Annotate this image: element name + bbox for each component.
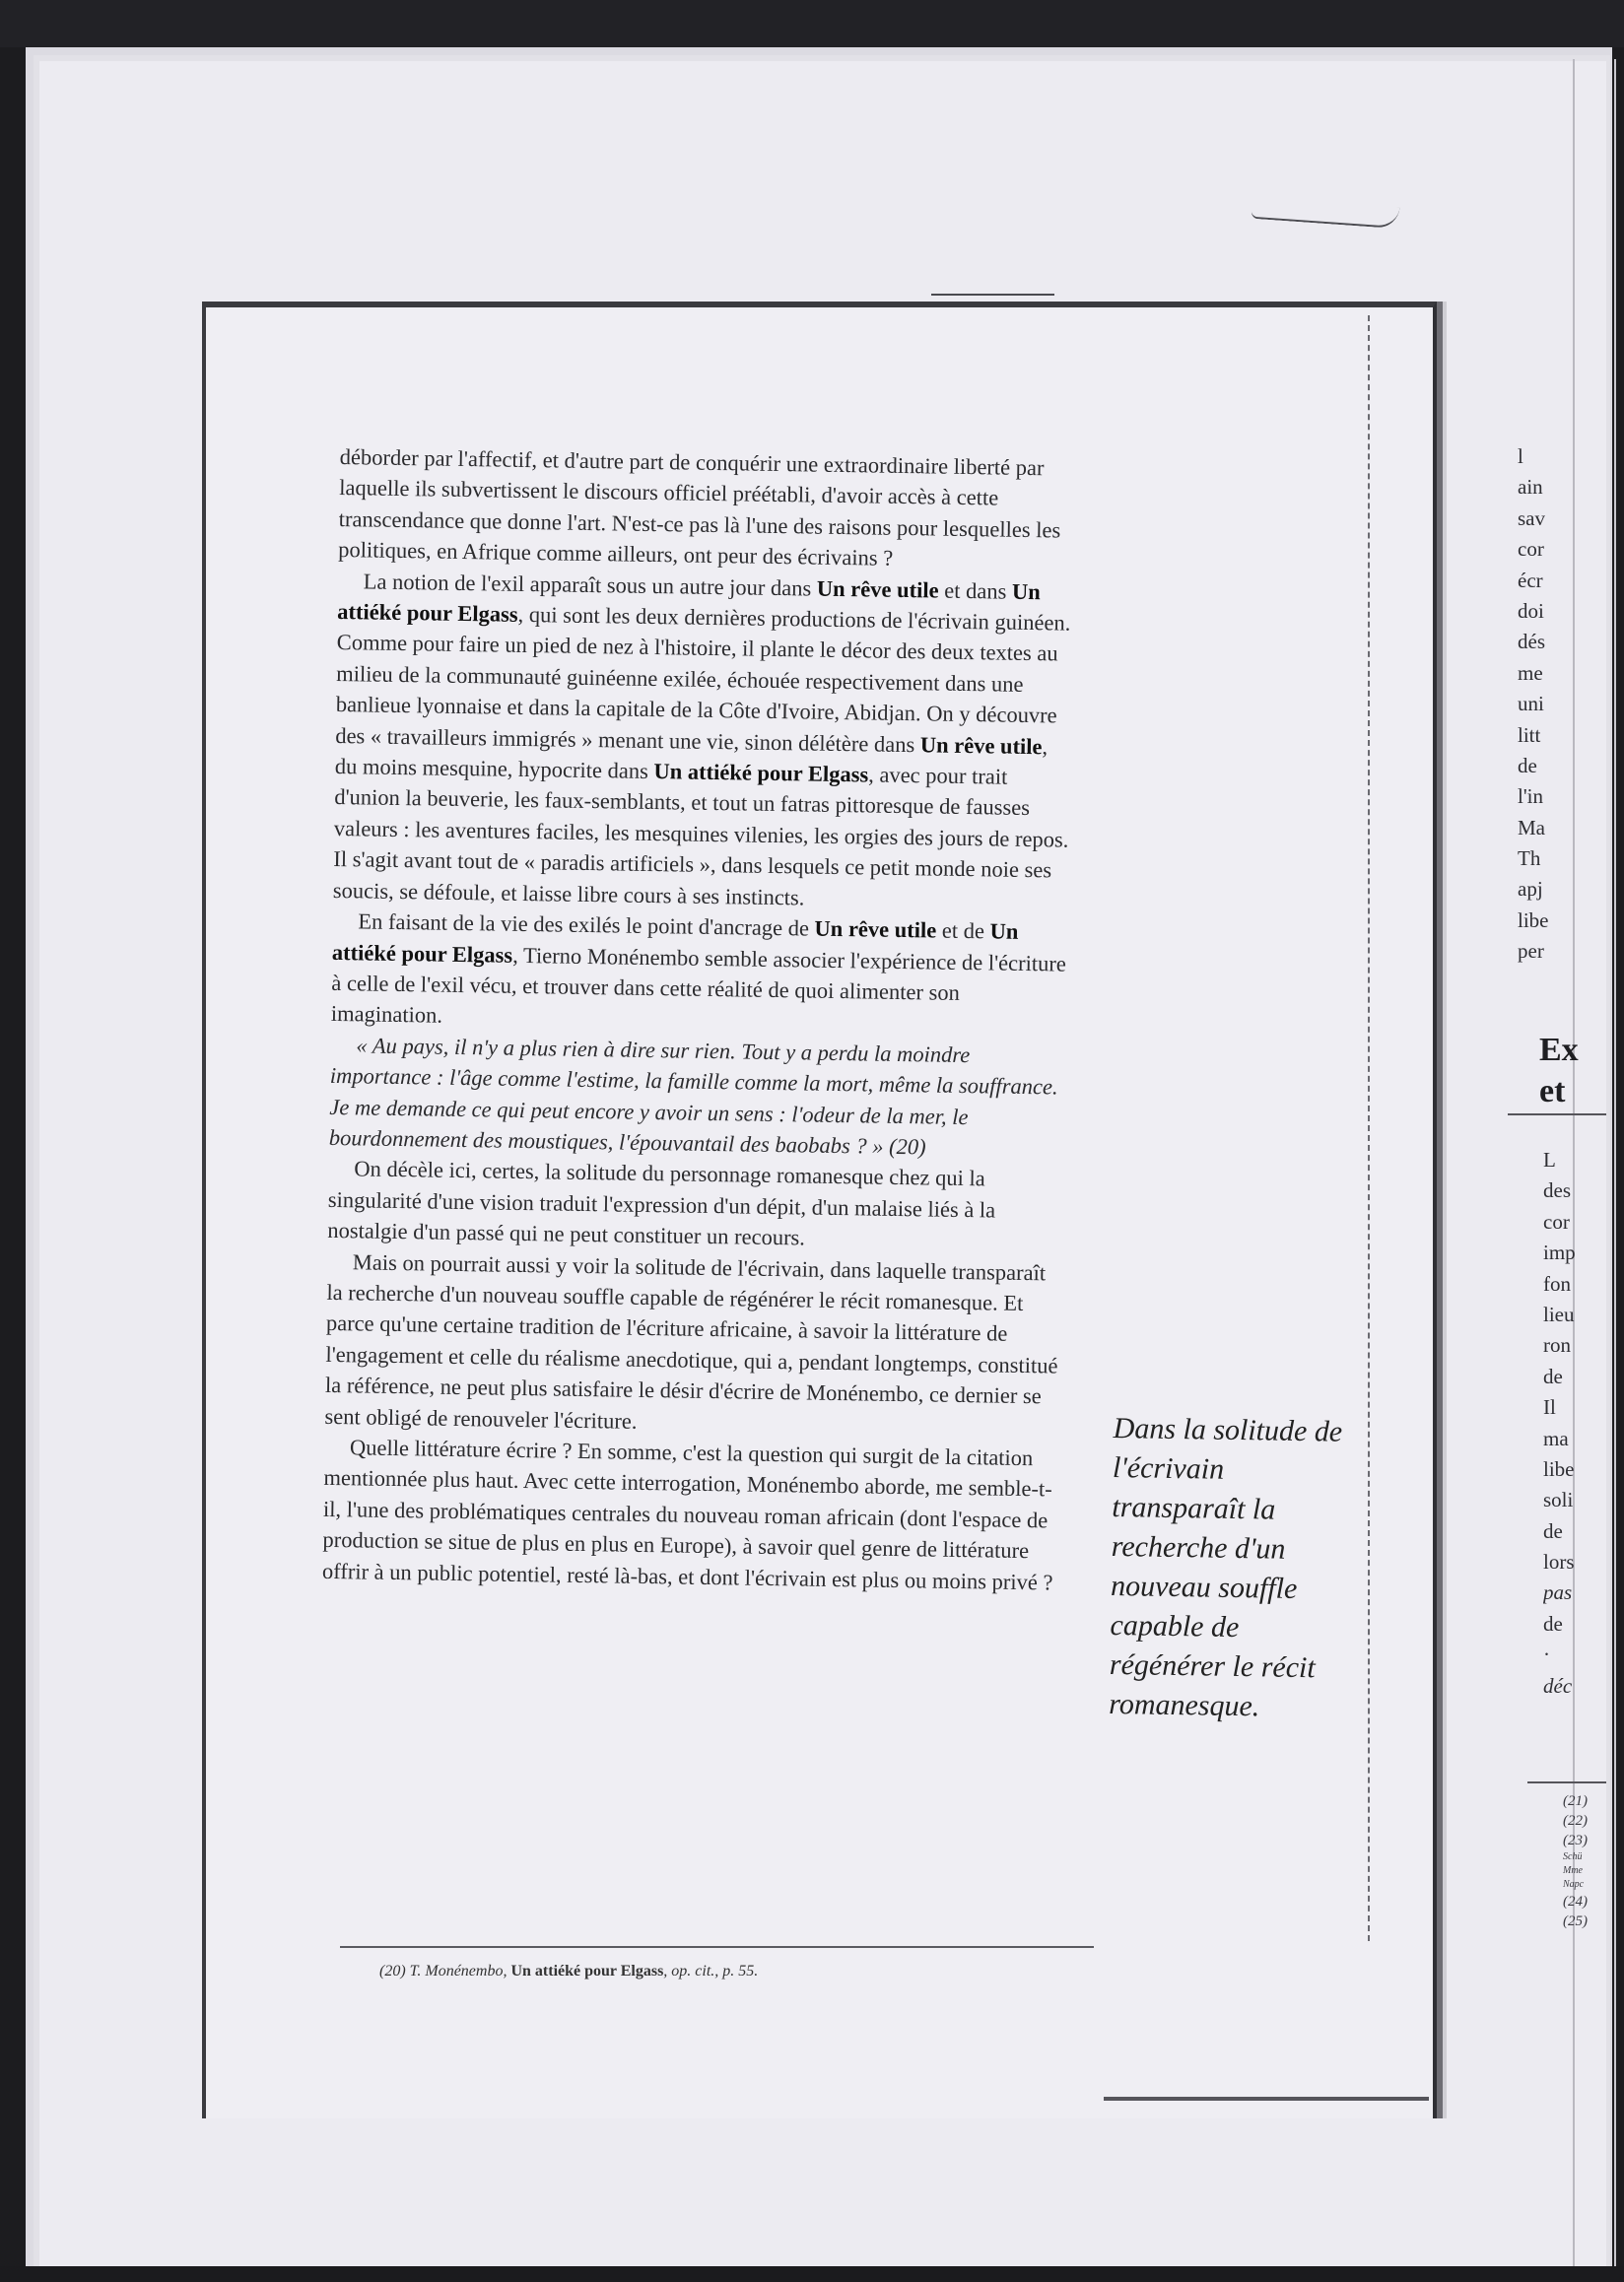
right-page-line: ma (1543, 1426, 1569, 1450)
book-title: Un rêve utile (919, 731, 1043, 759)
text-run: et dans (938, 577, 1013, 604)
right-page-line: (23) (1563, 1833, 1588, 1848)
right-page-line: pas (1543, 1580, 1573, 1605)
top-rule-fragment (931, 294, 1054, 296)
right-page-line: litt (1518, 722, 1541, 747)
right-page-line: cor (1518, 537, 1544, 562)
right-page-line: me (1518, 660, 1543, 685)
text-run: En faisant de la vie des exilés le point d'ancrage de (358, 908, 815, 941)
right-page-heading (1539, 1030, 1608, 1112)
paragraph-2 (333, 566, 1077, 917)
right-page-line: et (1539, 1073, 1566, 1109)
right-page-line: apj (1518, 877, 1543, 902)
paragraph-3 (331, 906, 1072, 1040)
right-page-line: uni (1518, 692, 1544, 716)
right-page-line: sav (1518, 505, 1545, 530)
footnote-20 (379, 1963, 758, 1980)
book-title: Un attiéké pour Elgass (331, 918, 1019, 968)
right-page-line: soli (1543, 1488, 1574, 1512)
right-page-line: l'in (1518, 784, 1543, 809)
top-shadow (0, 0, 1624, 47)
bottom-shadow (0, 2266, 1624, 2282)
right-page-line: l (1518, 444, 1523, 468)
text-run: déborder par l'affectif, et d'autre part de conquérir une extraordinaire liberté par laquelle ils subvertissent le discours officiel préétabli, d'avoir accès à cette transcendance que donne l'art. N'est-ce pas là l'une des raisons pour lesquelles les politiques, en Afrique comme ailleurs, ont peur des écrivains ? (338, 443, 1061, 571)
text-run: Mais on pourrait aussi y voir la solitude de l'écrivain, dans laquelle transparaît la recherche d'un nouveau souffle capable de régénérer le récit romanesque. Et parce qu'une certaine tradition de l'écriture africaine, à savoir la littérature de l'engagement et celle du réalisme anecdotique, qui a, pendant longtemps, constitué la référence, ne peut plus satisfaire le désir d'écrire de Monénembo, ce dernier se sent obligé de renouveler l'écriture. (324, 1248, 1058, 1434)
footnote-suffix: , op. cit., p. 55. (663, 1963, 759, 1980)
pull-quote: Dans la solitude de l'écrivain transparaît la recherche d'un nouveau souffle capable de régénérer le récit romanesque. (1109, 1411, 1343, 1723)
right-page-line: · (1543, 1643, 1550, 1667)
right-page-line: Th (1518, 846, 1541, 871)
gutter-dashes (1368, 315, 1370, 1941)
paragraph-1 (338, 441, 1079, 576)
text-run: , Tierno Monénembo semble associer l'expérience de l'écriture à celle de l'exil vécu, et trouver dans cette réalité de quoi alimenter son imagination. (330, 942, 1067, 1029)
text-run: , du moins mesquine, hypocrite dans (334, 733, 1049, 784)
right-page-line: fon (1543, 1271, 1571, 1296)
right-page-line: Schü (1563, 1851, 1583, 1862)
right-page-line: (22) (1563, 1813, 1588, 1829)
right-page-line: doi (1518, 598, 1544, 623)
right-page-line: ain (1518, 475, 1543, 500)
footnote-prefix: (20) T. Monénembo, (379, 1963, 511, 1980)
right-heading-rule (1508, 1113, 1606, 1115)
paragraph-7 (322, 1432, 1063, 1598)
right-page-line: de (1543, 1364, 1563, 1388)
book-bottom-edge (1104, 2097, 1429, 2101)
right-page-line: ron (1543, 1333, 1571, 1358)
right-page-line: dés (1518, 630, 1545, 654)
right-page-line: Napc (1563, 1879, 1585, 1890)
book-title: Un rêve utile (816, 575, 939, 603)
text-run: et de (936, 917, 990, 944)
book-title: Un rêve utile (814, 915, 937, 943)
book-title: Un attiéké pour Elgass (653, 759, 869, 787)
text-run: La notion de l'exil apparaît sous un autre jour dans (363, 569, 818, 601)
right-page-line: lors (1543, 1550, 1575, 1575)
right-page-line: imp (1543, 1241, 1576, 1265)
paragraph-6 (324, 1245, 1066, 1443)
right-footnote-rule (1527, 1781, 1606, 1783)
right-page-line: (24) (1563, 1894, 1588, 1910)
right-page-line: per (1518, 939, 1544, 964)
right-page-footnotes (1563, 1791, 1606, 1931)
right-page-line: écr (1518, 568, 1543, 592)
footnote-rule (340, 1946, 1094, 1948)
right-page-line: de (1543, 1611, 1563, 1636)
right-page-line: de (1518, 753, 1537, 777)
right-page-line: libe (1543, 1456, 1575, 1481)
right-page-line: libe (1518, 907, 1549, 932)
right-page-line: lieu (1543, 1302, 1575, 1326)
text-run: « Au pays, il n'y a plus rien à dire sur rien. Tout y a perdu la moindre importance : l'âge comme l'estime, la famille comme la mort, même la souffrance. Je me demande ce qui peut encore y avoir un sens : l'odeur de la mer, le bourdonnement des moustiques, l'épouvantail des baobabs ? » (20) (328, 1033, 1058, 1160)
right-page-line: Ex (1539, 1032, 1579, 1068)
right-page-line: (21) (1563, 1793, 1588, 1809)
paragraph-5 (327, 1153, 1067, 1257)
right-page-line: cor (1543, 1209, 1570, 1234)
text-run: , avec pour trait d'union la beuverie, les faux-semblants, et tout un fatras pittoresque de fausses valeurs : les aventures faciles, les mesquines vilenies, les orgies des jours de repos. Il s'agit avant tout de « paradis artificiels », dans lesquels ce petit monde noie ses soucis, se défoule, et laisse libre cours à ses instincts. (332, 762, 1069, 910)
footnote-title: Un attiéké pour Elgass (510, 1963, 664, 1980)
right-page-bottom-lines (1543, 1145, 1606, 1702)
right-page-line: déc (1543, 1673, 1573, 1698)
right-page-line: L (1543, 1148, 1556, 1172)
text-run: , qui sont les deux dernières productions de l'écrivain guinéen. Comme pour faire un pied de nez à l'histoire, il plante le décor des deux textes au milieu de la communauté guinéenne exilée, échouée respectivement dans une banlieue lyonnaise et dans la capitale de la Côte d'Ivoire, Abidjan. On y découvre des « travailleurs immigrés » menant une vie, sinon délétère dans (335, 601, 1071, 757)
right-page-line: Ma (1518, 815, 1545, 839)
right-page-line: de (1543, 1518, 1563, 1543)
paragraph-4 (329, 1030, 1070, 1165)
right-page-top-lines (1518, 441, 1606, 968)
right-page-line: Il (1543, 1395, 1556, 1420)
book-title: Un attiéké pour Elgass (337, 578, 1041, 627)
right-page-line: Mme (1563, 1865, 1583, 1876)
right-page-line: (25) (1563, 1913, 1588, 1929)
right-page-line: des (1543, 1178, 1571, 1203)
text-run: Quelle littérature écrire ? En somme, c'est la question qui surgit de la citation mentionnée plus haut. Avec cette interrogation, Monénembo aborde, me semble-t-il, l'une des problématiques centrales du nouveau roman africain (dont l'espace de production se situe de plus en plus en Europe), à savoir quel genre de littérature offrir à un public potentiel, resté là-bas, et dont l'écrivain est plus ou moins privé ? (321, 1435, 1053, 1595)
main-text-column (322, 441, 1079, 1598)
text-run: On décèle ici, certes, la solitude du personnage romanesque chez qui la singularité d'une vision traduit l'expression d'un dépit, d'un malaise liés à la nostalgie d'un passé qui ne peut constituer un recours. (327, 1156, 996, 1250)
